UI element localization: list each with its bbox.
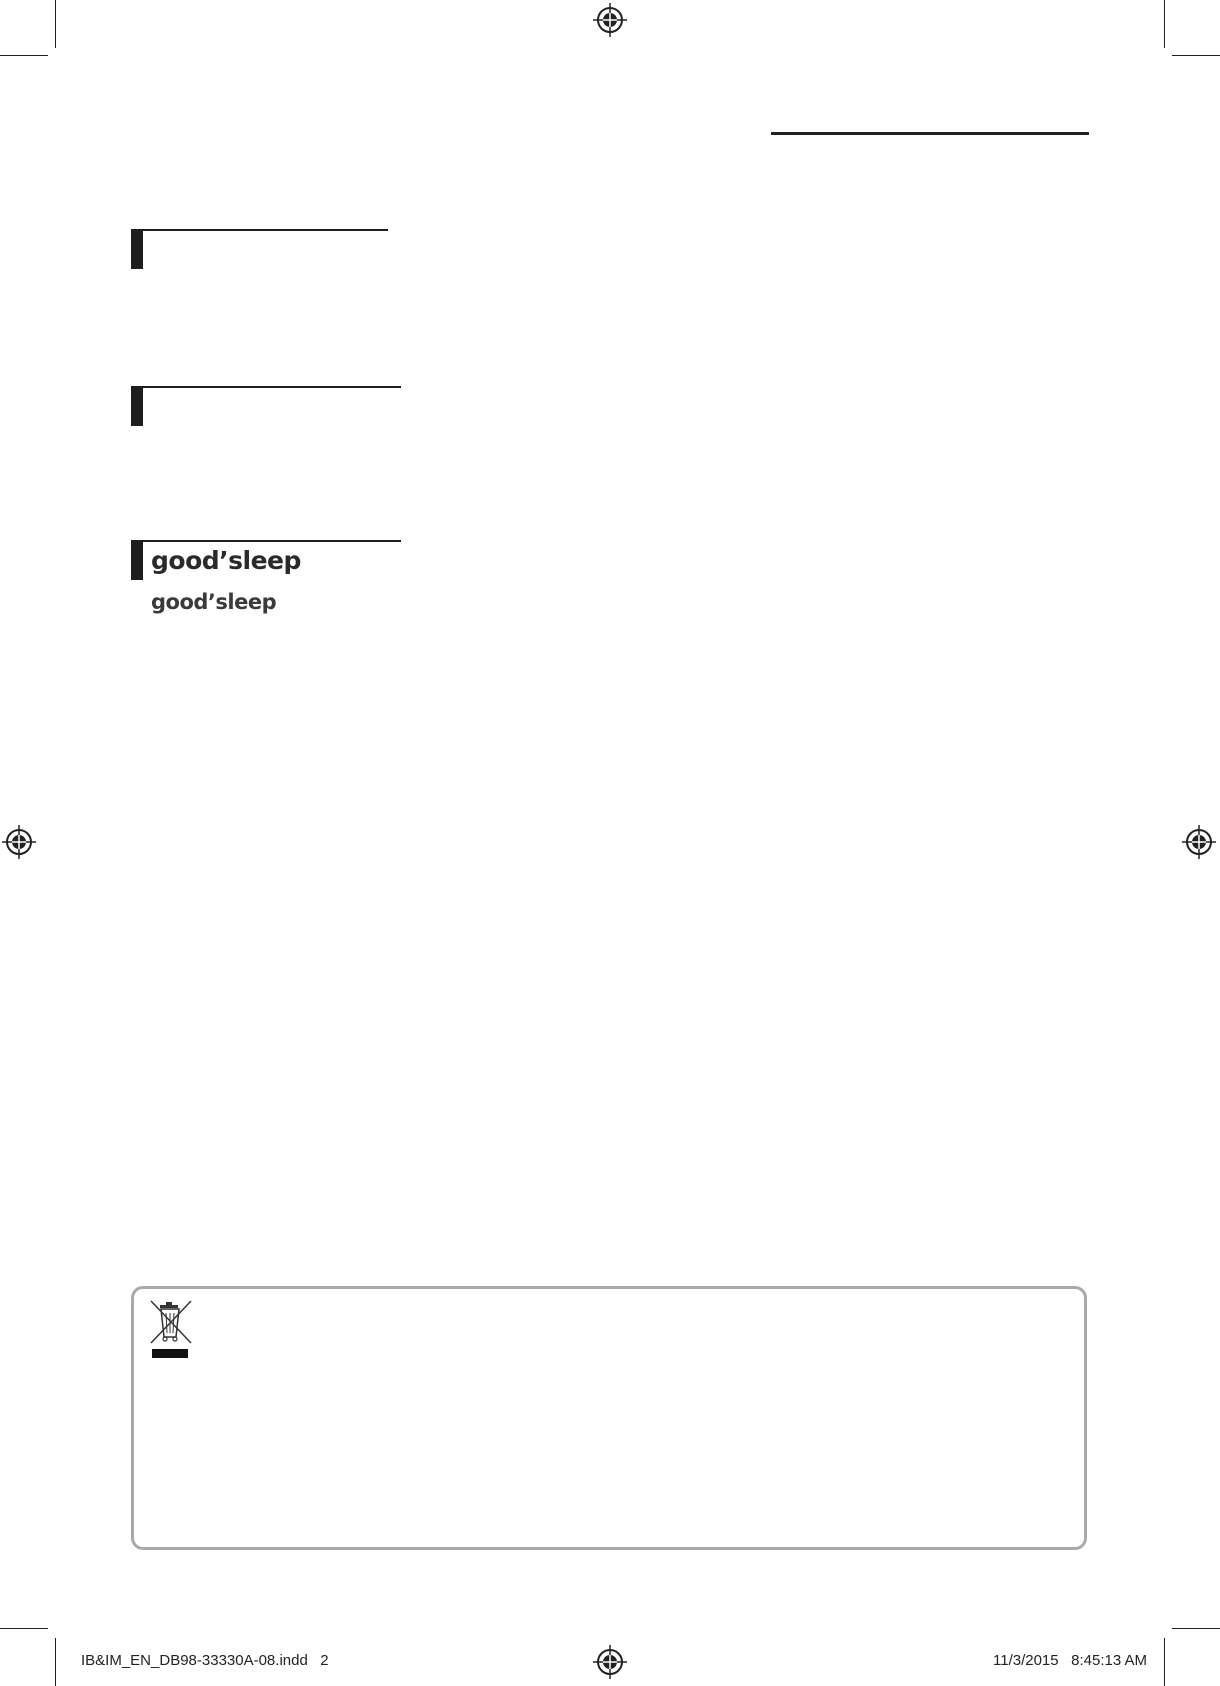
section-rule (143, 386, 401, 388)
section-marker-bar (131, 540, 143, 580)
registration-crosshair-icon (593, 1645, 627, 1679)
registration-crosshair-icon (593, 3, 627, 37)
header-rule (771, 132, 1089, 135)
crossed-out-wheelie-bin-icon (148, 1299, 192, 1359)
section-rule (143, 229, 388, 231)
registration-crosshair-icon (1182, 825, 1216, 859)
goodsleep-title: good’sleep (151, 546, 301, 575)
section-marker-bar (131, 229, 143, 269)
footer-file-info: IB&IM_EN_DB98-33330A-08.indd 2 (81, 1652, 329, 1669)
crop-mark-bottom-right-horizontal (1172, 1628, 1220, 1629)
registration-crosshair-icon (2, 825, 36, 859)
crop-mark-bottom-left-horizontal (0, 1628, 48, 1629)
goodsleep-subtitle: good’sleep (151, 590, 277, 614)
section-rule (143, 540, 401, 542)
crop-mark-bottom-right-vertical (1164, 1638, 1165, 1686)
crop-mark-top-right-horizontal (1172, 55, 1220, 56)
weee-notice-box (131, 1286, 1087, 1550)
footer-timestamp: 11/3/2015 8:45:13 AM (993, 1652, 1148, 1669)
crop-mark-top-right-vertical (1164, 0, 1165, 48)
crop-mark-top-left-horizontal (0, 55, 48, 56)
crop-mark-top-left-vertical (55, 0, 56, 48)
section-marker-bar (131, 386, 143, 426)
crop-mark-bottom-left-vertical (55, 1638, 56, 1686)
